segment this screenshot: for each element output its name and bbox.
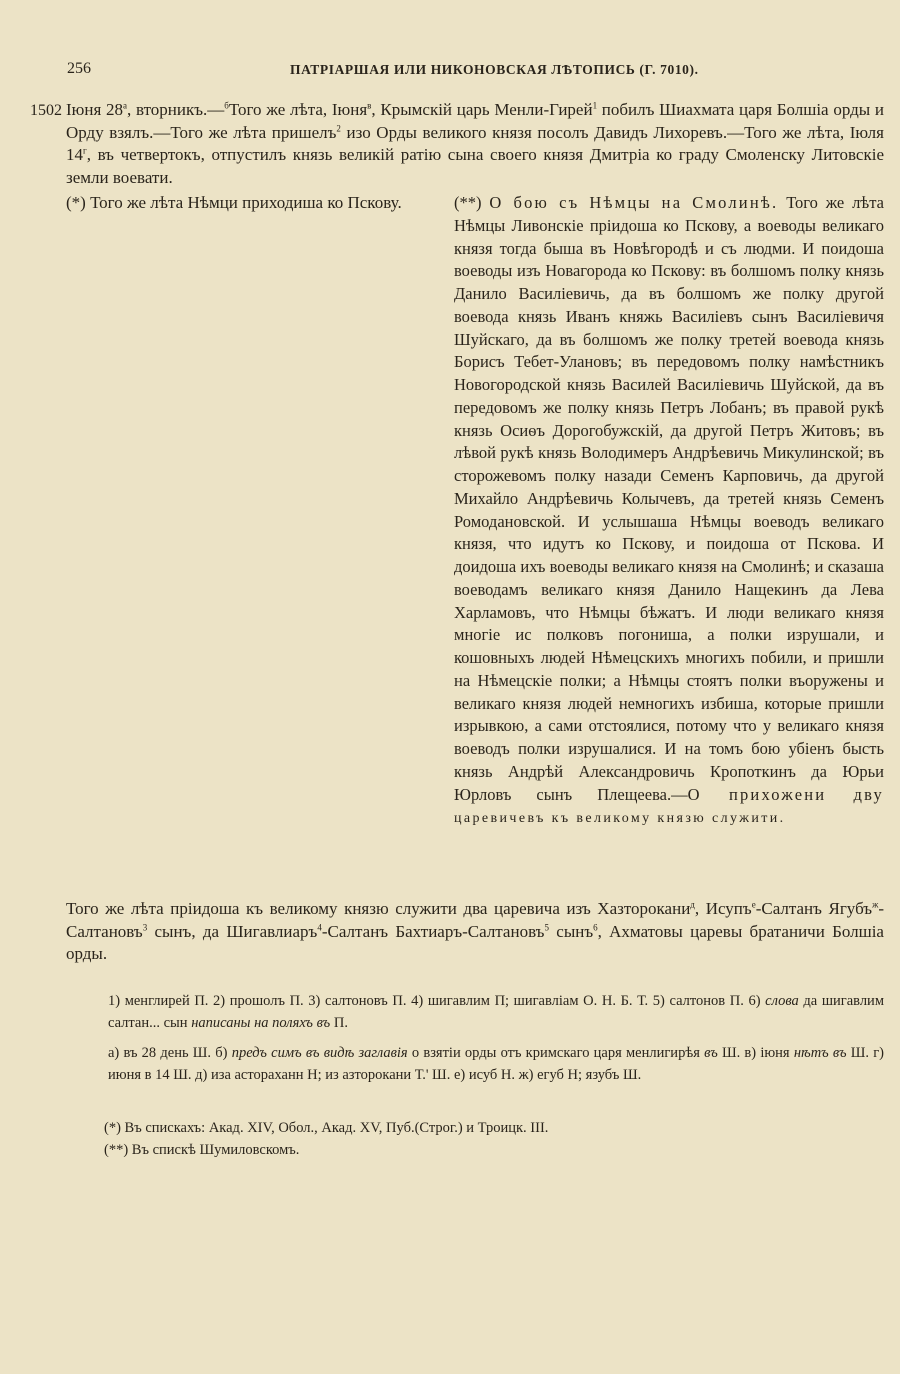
text-segment: -Салтанъ Ягубъ bbox=[755, 899, 873, 918]
margin-year: 1502 bbox=[30, 102, 62, 119]
section-heading-2: О прихожени дву bbox=[687, 784, 884, 804]
footnote-ref: 4 bbox=[317, 921, 322, 932]
footnote-text: о взятіи орды отъ кримскаго царя менлигирѣя bbox=[407, 1045, 705, 1061]
footnote-ref: а bbox=[123, 100, 127, 111]
footnote-ref: 6 bbox=[593, 921, 598, 932]
footnote-text: П. bbox=[330, 1015, 348, 1031]
footnote-text: а) въ 28 день Ш. б) bbox=[108, 1045, 232, 1061]
footnote-italic: слова bbox=[765, 993, 799, 1009]
text-segment: сынъ, да Шигавлиаръ bbox=[147, 921, 318, 941]
footnote-italic: нѣтъ въ bbox=[793, 1045, 847, 1061]
footnote-ref: д bbox=[690, 899, 695, 910]
variant-mark: (**) bbox=[454, 193, 482, 212]
text-segment: Того же лѣта пріидоша къ великому князю служити два царевича изъ Хазторокани bbox=[66, 899, 691, 918]
text-segment: -Салтанъ Бахтиаръ-Салтановъ bbox=[321, 921, 545, 941]
text-segment: , Крымскій царь Менли-Гирей bbox=[371, 100, 593, 119]
source-note-1: (*) Въ спискахъ: Акад. XIV, Обол., Акад. XV, Пуб.(Строг.) и Троицк. III. bbox=[104, 1120, 549, 1136]
footnote-ref: 5 bbox=[544, 921, 549, 932]
footnote-ref: г bbox=[83, 145, 87, 156]
footnote-text: Ш. г) июня в 14 Ш. д) иза астораханн Н; из азторокани Т.' Ш. е) исуб Н. ж) егуб Н; язубъ Ш. bbox=[108, 1045, 885, 1083]
bottom-paragraph bbox=[66, 898, 884, 966]
text-segment: побилъ Шиахмата царя Болшіа орды и Орду взялъ.—Того же лѣта пришелъ bbox=[66, 100, 884, 142]
footnotes-sources bbox=[104, 1117, 804, 1161]
footnote-ref: в bbox=[367, 100, 372, 111]
footnote-ref: 1 bbox=[592, 100, 598, 111]
footnote-ref: е bbox=[751, 899, 756, 910]
text-segment: , Ахматовы царевы братаничи Болшіа орды. bbox=[66, 921, 884, 963]
footnote-italic: написаны на поляхъ въ bbox=[191, 1015, 331, 1031]
footnote-ref: 2 bbox=[336, 122, 341, 133]
footnote-text: 1) менглирей П. 2) прошолъ П. 3) салтоновъ П. 4) шигавлим П; шигавліам О. Н. Б. Т. 5) салтонов П. 6) bbox=[108, 993, 766, 1009]
footnote-text: да шигавлим салтан... сын bbox=[108, 993, 884, 1031]
right-column bbox=[454, 192, 884, 831]
footnote-italic: предъ симъ въ видѣ заглавія bbox=[231, 1045, 408, 1061]
text-segment: , вторникъ.— bbox=[127, 100, 225, 119]
page-number: 256 bbox=[67, 60, 91, 77]
top-paragraph bbox=[66, 99, 884, 189]
section-heading-2-caps: царевичевъ къ великому князю служити. bbox=[454, 811, 786, 827]
source-note-2: (**) Въ спискѣ Шумиловскомъ. bbox=[104, 1142, 300, 1158]
footnote-text: Ш. в) іюня bbox=[717, 1045, 794, 1061]
footnote-ref: б bbox=[224, 100, 229, 111]
footnote-italic: въ bbox=[704, 1045, 718, 1061]
section-heading: О бою съ Нѣмцы на Смолинѣ. bbox=[489, 193, 779, 212]
text-segment: Іюня 28 bbox=[66, 100, 123, 119]
section-body: Того же лѣта Нѣмцы Ливонскіе пріидоша ко Пскову, а воеводы великаго князя тогда быша въ Новѣгородѣ и съ людми. И поидоша воеводы изъ Новагорода ко Пскову: въ болшомъ полку князь Данило Василіевичь, да въ болшомъ же полку другой воевода князь Иванъ княжь Василіевъ сынъ Василіевичя Шуйскаго, да въ болшомъ же полку третей воевода князь Борисъ Тебет-Улановъ; въ передовомъ полку намѣстникъ Новогородской князь Василей Василіевичь Шуйской, да въ передовомъ же полку князь Петръ Лобанъ; въ правой рукѣ князь Осиѳъ Дорогобужскій, да другой Петръ Житовъ; въ лѣвой рукѣ князь Володимеръ Андрѣевичь Микулинской; въ сторожевомъ полку назади Семенъ Карповичь, да другой Михайло Андрѣевичь Колычевъ, да третей князь Семенъ Ромодановской. И услышаша Нѣмцы воеводъ великаго князя, что идутъ ко Пскову, и поидоша от Пскова. И доидоша ихъ воеводы великаго князя на Смолинѣ; и сказаша воеводамъ великаго князя Данило Нащекинъ да Лева Харламовъ, что Нѣмцы бѣжатъ. И люди великаго князя многіе ис полковъ погониша, а полки изрушали, и кошовныхъ людей Нѣмецскихъ многихъ побили, и пришли на Нѣмецскіе полки; а Нѣмцы стоятъ полки въоружены и великаго князя людей немногихъ избиша, которые пришли изрывкою, а сами отстоялися, потому что у великаго князя воеводъ полки изрушалися. И на томъ бою убіенъ бысть князь Андрѣй Александровичь Кропоткинъ да Юрьи Юрловъ сынъ Плещеева.— bbox=[454, 193, 884, 804]
left-column: (*) Того же лѣта Нѣмци приходиша ко Пскову. bbox=[66, 193, 402, 212]
running-title: ПАТРІАРШАЯ ИЛИ НИКОНОВСКАЯ ЛѢТОПИСЬ (Г. 7010). bbox=[290, 62, 699, 77]
text-segment: , въ четвертокъ, отпустилъ князь великій ратію сына своего князя Дмитріа ко граду Смоленску Литовскіе земли воевати. bbox=[66, 145, 884, 187]
footnotes-alpha bbox=[108, 1042, 884, 1086]
text-segment: , Исупъ bbox=[694, 899, 752, 918]
text-segment: -Салтановъ bbox=[66, 899, 884, 941]
footnote-ref: 3 bbox=[142, 921, 148, 932]
text-segment: Того же лѣта, Іюня bbox=[228, 100, 368, 119]
text-segment: изо Орды великого князя посолъ Давидъ Лихоревъ.—Того же лѣта, Іюля 14 bbox=[66, 122, 884, 164]
footnotes-numeric bbox=[108, 990, 884, 1034]
footnote-ref: ж bbox=[872, 899, 879, 910]
text-segment: сынъ bbox=[548, 921, 594, 941]
